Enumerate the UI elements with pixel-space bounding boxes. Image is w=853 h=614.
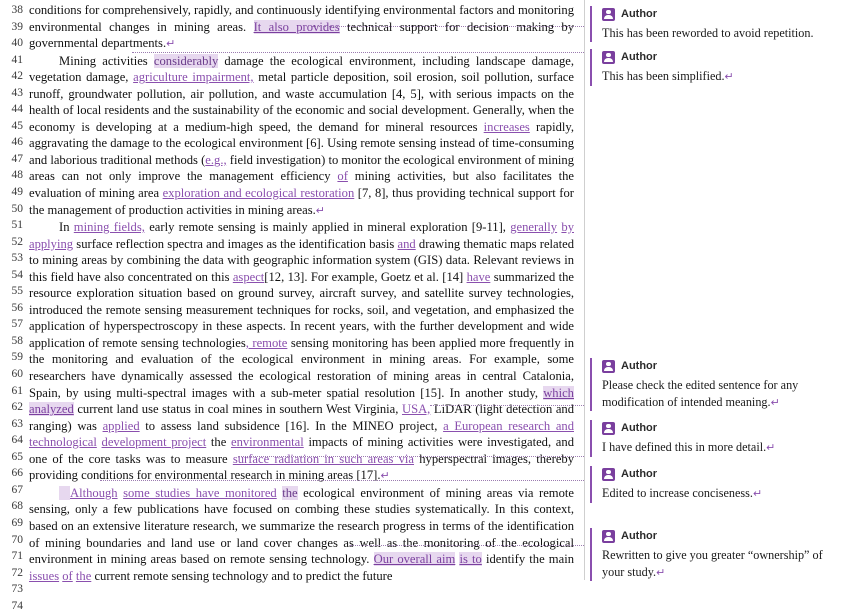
comment-rail-divider xyxy=(584,0,585,580)
line-number: 47 xyxy=(11,152,23,165)
line-number: 69 xyxy=(11,516,23,529)
comment-card[interactable] xyxy=(590,49,848,86)
comment-author: Author xyxy=(621,468,658,480)
tracked-insertion: of xyxy=(62,568,73,583)
comment-header xyxy=(602,466,848,482)
line-number: 41 xyxy=(11,53,23,66)
comment-leader-line xyxy=(312,26,584,27)
comment-body: This has been reworded to avoid repetition. xyxy=(602,26,814,40)
comment-card[interactable] xyxy=(590,466,848,503)
line-number: 52 xyxy=(11,235,23,248)
line-number: 38 xyxy=(11,4,23,16)
tracked-insertion: Although xyxy=(70,485,118,500)
line-number: 56 xyxy=(11,301,23,314)
comment-card[interactable] xyxy=(590,528,848,581)
comment-body: Edited to increase conciseness.↵ xyxy=(602,486,763,500)
line-number: 64 xyxy=(11,434,23,447)
tracked-insertion: generally xyxy=(510,220,558,235)
line-number: 50 xyxy=(11,202,23,215)
pilcrow-mark: ↵ xyxy=(380,470,390,483)
line-number: 51 xyxy=(11,219,23,232)
comment-leader-line xyxy=(430,405,584,406)
line-number: 55 xyxy=(11,285,23,298)
tracked-highlight: considerably xyxy=(153,53,219,68)
tracked-insertion: some studies have monitored xyxy=(123,485,277,500)
avatar-icon xyxy=(602,422,615,435)
comment-body: I have defined this in more detail.↵ xyxy=(602,440,776,454)
tracked-insertion: USA, xyxy=(401,402,431,417)
tracked-insertion: which analyzed xyxy=(29,385,574,417)
tracked-insertion: applied xyxy=(102,418,140,433)
tracked-highlight xyxy=(59,486,70,500)
comment-header xyxy=(602,420,848,436)
tracked-insertion: mining fields, xyxy=(73,220,145,235)
tracked-insertion: by applying xyxy=(29,220,574,251)
line-number: 43 xyxy=(11,86,23,99)
line-number: 49 xyxy=(11,186,23,199)
pilcrow-mark: ↵ xyxy=(656,566,666,579)
tracked-insertion: have xyxy=(466,269,491,284)
pilcrow-mark: ↵ xyxy=(766,442,776,454)
line-number: 42 xyxy=(11,70,23,83)
tracked-insertion: exploration and ecological restoration xyxy=(162,186,355,201)
line-number: 66 xyxy=(11,467,23,480)
line-number: 54 xyxy=(11,268,23,281)
line-number: 70 xyxy=(11,533,23,546)
comment-body: Rewritten to give you greater “ownership” of your study.↵ xyxy=(602,548,823,579)
tracked-insertion: surface radiation in such areas via xyxy=(232,451,415,466)
paragraph-continuation: conditions for comprehensively, rapidly, and continuously identifying environmental factors and monitoring environmental changes in mining areas. It also provides technical support for decision making by governmental departments.↵ xyxy=(29,3,574,51)
comment-leader-line xyxy=(350,545,584,546)
document-text-body[interactable] xyxy=(29,0,575,583)
paragraph-mining-activities: Mining activities considerably damage the ecological environment, including landscape damage, vegetation damage, agriculture impairment, metal particle deposition, soil erosion, soil pollution, surface runoff, groundwater pollution, air pollution, and waste accumulation [4, 5], with serious impacts on the health of local residents and the sustainability of the economic and social development. Generally, when the economy is developing at a medium-high speed, the demand for mineral resources increases rapidly, aggravating the damage to the ecological environment [6]. Using remote sensing instead of time-consuming and laborious traditional methods (e.g., field investigation) to monitor the ecological environment of mining areas can not only improve the management efficiency of mining activities, but also facilitates the evaluation of mining area exploration and ecological restoration [7, 8], thus providing technical support for the management of production activities in mining areas.↵ xyxy=(29,53,575,217)
line-number: 60 xyxy=(11,368,23,381)
tracked-insertion: aspect xyxy=(232,269,265,284)
tracked-insertion: agriculture impairment, xyxy=(133,70,254,85)
line-number: 57 xyxy=(11,318,23,331)
line-number-gutter xyxy=(0,0,26,612)
tracked-highlight: the xyxy=(282,485,298,500)
line-number: 72 xyxy=(11,566,23,579)
avatar-icon xyxy=(602,360,615,373)
comment-body: This has been simplified.↵ xyxy=(602,69,734,83)
line-number: 45 xyxy=(11,119,23,132)
comment-rail[interactable] xyxy=(590,0,853,580)
line-number: 53 xyxy=(11,252,23,265)
avatar-icon xyxy=(602,8,615,21)
tracked-insertion: e.g., xyxy=(205,152,227,167)
tracked-insertion: is to xyxy=(459,552,482,567)
line-number: 40 xyxy=(11,37,23,50)
line-number: 73 xyxy=(11,583,23,596)
comment-author: Author xyxy=(621,51,658,63)
line-number: 44 xyxy=(11,103,23,116)
comment-card[interactable] xyxy=(590,420,848,457)
tracked-insertion: issues xyxy=(29,568,60,583)
pilcrow-mark: ↵ xyxy=(166,38,176,51)
comment-header xyxy=(602,528,848,544)
comment-leader-line xyxy=(100,480,584,481)
tracked-insertion: a European research and technological xyxy=(29,418,574,450)
tracked-insertion: Our overall aim xyxy=(373,552,456,567)
comment-card[interactable] xyxy=(590,358,848,411)
tracked-insertion: and xyxy=(397,236,416,251)
comment-author: Author xyxy=(621,422,658,434)
line-number: 68 xyxy=(11,500,23,513)
line-number: 65 xyxy=(11,450,23,463)
pilcrow-mark: ↵ xyxy=(770,396,780,409)
pilcrow-mark: ↵ xyxy=(315,204,326,217)
comment-card[interactable] xyxy=(590,6,848,42)
paragraph-although-studies: Although some studies have monitored the ecological environment of mining areas via remote sensing, only a few publications have focused on combing these studies systematically. In this context, based on an extensive literature research, we summarize the research progress in terms of the identification of mining boundaries and land use or land cover changes as well as the monitoring of the ecological environment in mining areas based on remote sensing technology. Our overall aim is to identify the main issues of the current remote sensing technology and to predict the future xyxy=(29,485,575,583)
line-number: 61 xyxy=(11,384,23,397)
comment-header xyxy=(602,6,848,22)
line-number: 46 xyxy=(11,136,23,149)
comment-header xyxy=(602,49,848,65)
comment-author: Author xyxy=(621,360,658,372)
comment-leader-line xyxy=(132,52,584,53)
comment-body: Please check the edited sentence for any modification of intended meaning.↵ xyxy=(602,378,799,409)
paragraph-mining-fields: In mining fields, early remote sensing is mainly applied in mineral exploration [9-11], generally by applying surface reflection spectra and images as the identification basis and drawing thematic maps related to mining areas by combining the data with geographic information system (GIS) data. Relevant reviews in this field have also concentrated on this aspect[12, 13]. For example, Goetz et al. [14] have summarized the resource exploration situation based on ground survey, aircraft survey, and satellite survey technologies, introduced the remote sensing measurement techniques for rocks, soil, and vegetation, and emphasized the application of hyperspectroscopy in these aspects. In recent years, with the further development and wide application of remote sensing technologies, remote sensing monitoring has been applied more frequently in the monitoring and evaluation of the ecological environment in mining areas. For example, some researchers have dynamically assessed the ecological restoration of mining areas in central Catalonia, Spain, by using multi-spectral images with a sub-meter spatial resolution [15]. In another study, which analyzed current land use status in coal mines in southern West Virginia, USA, LiDAR (light detection and ranging) was applied to assess land subsidence [16]. In the MINEO project, a European research and technological development project the environmental impacts of mining activities were investigated, and one of the core tasks was to measure surface radiation in such areas via hyperspectral images, thereby providing conditions for environmental research in mining areas [17].↵ xyxy=(29,220,575,483)
comment-author: Author xyxy=(621,530,658,542)
pilcrow-mark: ↵ xyxy=(752,488,763,500)
comment-header xyxy=(602,358,848,374)
tracked-insertion: increases xyxy=(483,119,530,134)
avatar-icon xyxy=(602,530,615,543)
line-number: 48 xyxy=(11,169,23,182)
line-number: 71 xyxy=(11,550,23,563)
tracked-insertion: , remote xyxy=(245,335,288,350)
line-number: 39 xyxy=(11,20,23,33)
tracked-insertion: environmental xyxy=(231,435,304,450)
tracked-insertion: of xyxy=(337,169,348,184)
line-number: 58 xyxy=(11,334,23,347)
comment-leader-line xyxy=(238,456,584,457)
avatar-icon xyxy=(602,468,615,481)
line-number: 67 xyxy=(11,483,23,496)
tracked-insertion: It also provides xyxy=(253,19,340,34)
comment-author: Author xyxy=(621,8,658,20)
line-number: 63 xyxy=(11,417,23,430)
tracked-insertion: development project xyxy=(101,435,207,450)
line-number: 62 xyxy=(11,401,23,414)
line-number: 74 xyxy=(11,599,23,612)
avatar-icon xyxy=(602,51,615,64)
pilcrow-mark: ↵ xyxy=(724,71,734,83)
line-number: 59 xyxy=(11,351,23,364)
tracked-insertion: the xyxy=(75,568,92,583)
